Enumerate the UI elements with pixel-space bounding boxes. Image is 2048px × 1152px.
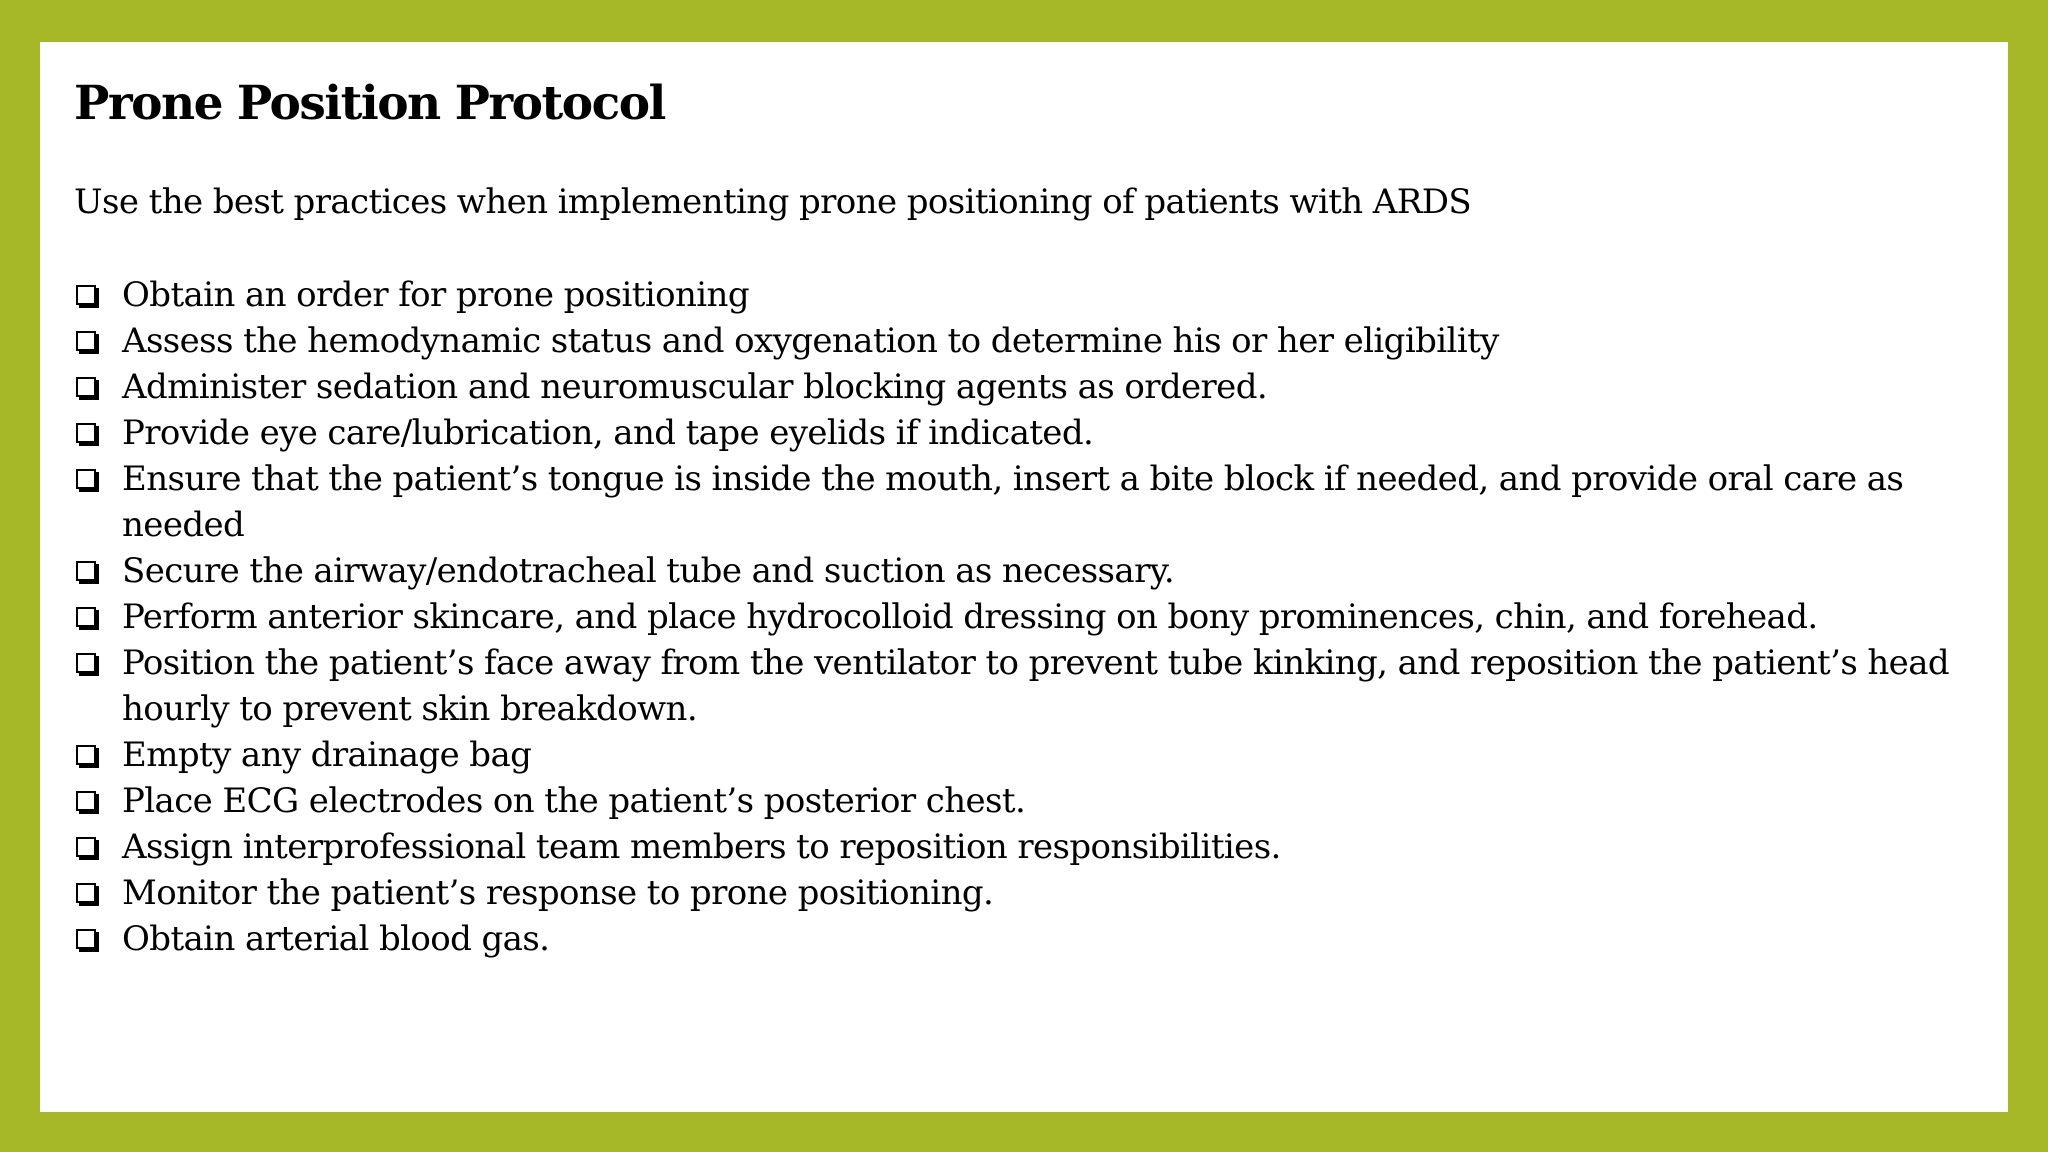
checklist-item-text: Provide eye care/lubrication, and tape eyelids if indicated. (122, 413, 1094, 453)
checkbox-icon (76, 561, 96, 581)
checklist-item (74, 456, 1974, 548)
checklist-item (74, 364, 1974, 410)
checklist-item-text: Empty any drainage bag (122, 735, 532, 775)
checkbox-icon (76, 423, 96, 443)
checklist-item (74, 318, 1974, 364)
checklist-item-text: Obtain an order for prone positioning (122, 275, 750, 315)
checkbox-icon (76, 469, 96, 489)
checkbox-icon (76, 837, 96, 857)
slide-title: Prone Position Protocol (74, 76, 665, 131)
checkbox-icon (76, 791, 96, 811)
protocol-checklist (74, 272, 1974, 962)
checklist-item (74, 594, 1974, 640)
checklist-item-text: Secure the airway/endotracheal tube and suction as necessary. (122, 551, 1175, 591)
checklist-item (74, 410, 1974, 456)
checkbox-icon (76, 653, 96, 673)
checklist-item-text: Position the patient’s face away from the ventilator to prevent tube kinking, and reposition the patient’s head hourly to prevent skin breakdown. (122, 643, 1950, 729)
checkbox-icon (76, 331, 96, 351)
checklist-item-text: Administer sedation and neuromuscular blocking agents as ordered. (122, 367, 1268, 407)
checklist-item-text: Perform anterior skincare, and place hydrocolloid dressing on bony prominences, chin, and forehead. (122, 597, 1818, 637)
checklist-item-text: Ensure that the patient’s tongue is inside the mouth, insert a bite block if needed, and provide oral care as needed (122, 459, 1904, 545)
checklist-item (74, 548, 1974, 594)
checklist-item (74, 824, 1974, 870)
checklist-item (74, 916, 1974, 962)
checklist-item (74, 272, 1974, 318)
checkbox-icon (76, 285, 96, 305)
checklist-item (74, 778, 1974, 824)
checkbox-icon (76, 883, 96, 903)
checkbox-icon (76, 929, 96, 949)
checkbox-icon (76, 607, 96, 627)
checklist-item-text: Place ECG electrodes on the patient’s posterior chest. (122, 781, 1026, 821)
checklist-item-text: Monitor the patient’s response to prone positioning. (122, 873, 994, 913)
checkbox-icon (76, 377, 96, 397)
checklist-item-text: Assess the hemodynamic status and oxygenation to determine his or her eligibility (122, 321, 1499, 361)
checklist-item (74, 640, 1974, 732)
checklist-item-text: Obtain arterial blood gas. (122, 919, 550, 959)
slide-subtitle: Use the best practices when implementing prone positioning of patients with ARDS (74, 182, 1472, 222)
checklist-item-text: Assign interprofessional team members to reposition responsibilities. (122, 827, 1281, 867)
slide (40, 42, 2008, 1112)
checklist-item (74, 870, 1974, 916)
checkbox-icon (76, 745, 96, 765)
checklist-item (74, 732, 1974, 778)
